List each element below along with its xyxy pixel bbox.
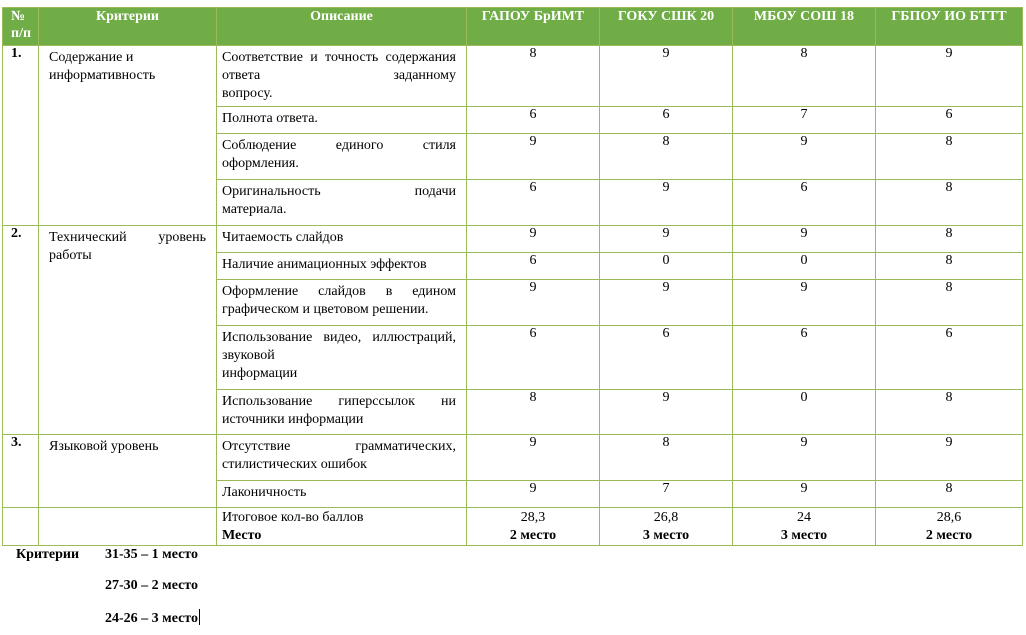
- score-cell: 8: [600, 134, 733, 180]
- description-cell: Соответствие и точность содержания ответа заданному вопросу.: [217, 46, 467, 107]
- description-cell: Оригинальность подачи материала.: [217, 180, 467, 226]
- score-cell: 9: [733, 435, 876, 481]
- group-number: 2.: [3, 226, 39, 435]
- header-description: Описание: [217, 8, 467, 46]
- score-cell: 9: [733, 226, 876, 253]
- description-cell: Оформление слайдов в едином графическом и цветовом решении.: [217, 280, 467, 326]
- header-criteria: Критерии: [39, 8, 217, 46]
- score-cell: 8: [876, 226, 1023, 253]
- criterion-label: Языковой уровень: [39, 435, 217, 508]
- description-cell: Соблюдение единого стиля оформления.: [217, 134, 467, 180]
- header-school-1: ГАПОУ БрИМТ: [467, 8, 600, 46]
- score-cell: 9: [876, 435, 1023, 481]
- score-cell: 0: [733, 253, 876, 280]
- score-cell: 9: [600, 46, 733, 107]
- score-cell: 9: [876, 46, 1023, 107]
- score-cell: 9: [733, 280, 876, 326]
- score-cell: 8: [876, 481, 1023, 508]
- total-score-cell: 28,3 2 место: [467, 508, 600, 546]
- description-cell: Читаемость слайдов: [217, 226, 467, 253]
- table-row: [3, 435, 1023, 481]
- score-cell: 8: [876, 180, 1023, 226]
- total-score-cell: 28,6 2 место: [876, 508, 1023, 546]
- total-label-cell: Итоговое кол-во баллов Место: [217, 508, 467, 546]
- table-row: [3, 46, 1023, 107]
- description-cell: Использование видео, иллюстраций, звуковой информации: [217, 326, 467, 390]
- score-cell: 0: [733, 390, 876, 435]
- score-cell: 9: [467, 280, 600, 326]
- score-cell: 6: [876, 326, 1023, 390]
- score-cell: 9: [467, 226, 600, 253]
- description-cell: Полнота ответа.: [217, 107, 467, 134]
- total-row: [3, 508, 1023, 546]
- criteria-table: [2, 7, 1023, 546]
- score-cell: 9: [467, 435, 600, 481]
- score-cell: 9: [600, 390, 733, 435]
- group-number: 3.: [3, 435, 39, 508]
- header-school-2: ГОКУ СШК 20: [600, 8, 733, 46]
- score-cell: 8: [876, 390, 1023, 435]
- score-cell: 6: [600, 107, 733, 134]
- header-num: № п/п: [3, 8, 39, 46]
- score-cell: 9: [733, 134, 876, 180]
- score-cell: 0: [600, 253, 733, 280]
- score-cell: 8: [876, 253, 1023, 280]
- score-cell: 6: [467, 180, 600, 226]
- legend-item: 27-30 – 2 место: [105, 578, 198, 593]
- description-cell: Наличие анимационных эффектов: [217, 253, 467, 280]
- score-cell: 8: [733, 46, 876, 107]
- score-cell: 6: [600, 326, 733, 390]
- score-cell: 7: [600, 481, 733, 508]
- score-cell: 7: [733, 107, 876, 134]
- score-cell: 9: [600, 280, 733, 326]
- description-cell: Использование гиперссылок ни источники информации: [217, 390, 467, 435]
- criterion-label: Технический уровень работы: [39, 226, 217, 435]
- score-cell: 8: [600, 435, 733, 481]
- score-cell: 9: [467, 134, 600, 180]
- total-score-cell: 26,8 3 место: [600, 508, 733, 546]
- legend-item: 24-26 – 3 место: [105, 611, 198, 626]
- total-score-cell: 24 3 место: [733, 508, 876, 546]
- score-cell: 8: [467, 46, 600, 107]
- empty-cell: [39, 508, 217, 546]
- score-cell: 6: [876, 107, 1023, 134]
- legend-item: 31-35 – 1 место: [105, 547, 198, 562]
- criterion-label: Содержание и информативность: [39, 46, 217, 226]
- score-cell: 6: [467, 253, 600, 280]
- table-row: [3, 226, 1023, 253]
- score-cell: 8: [876, 280, 1023, 326]
- score-cell: 8: [876, 134, 1023, 180]
- header-school-4: ГБПОУ ИО БТТТ: [876, 8, 1023, 46]
- group-number: 1.: [3, 46, 39, 226]
- header-row: [3, 8, 1023, 46]
- score-cell: 9: [733, 481, 876, 508]
- description-cell: Отсутствие грамматических, стилистических ошибок: [217, 435, 467, 481]
- empty-cell: [3, 508, 39, 546]
- score-cell: 8: [467, 390, 600, 435]
- header-school-3: МБОУ СОШ 18: [733, 8, 876, 46]
- score-cell: 6: [467, 107, 600, 134]
- score-cell: 6: [733, 326, 876, 390]
- text-cursor: [199, 609, 200, 625]
- description-cell: Лаконичность: [217, 481, 467, 508]
- score-cell: 6: [467, 326, 600, 390]
- score-cell: 6: [733, 180, 876, 226]
- score-cell: 9: [600, 226, 733, 253]
- score-cell: 9: [467, 481, 600, 508]
- score-cell: 9: [600, 180, 733, 226]
- legend-label: Критерии: [16, 547, 80, 562]
